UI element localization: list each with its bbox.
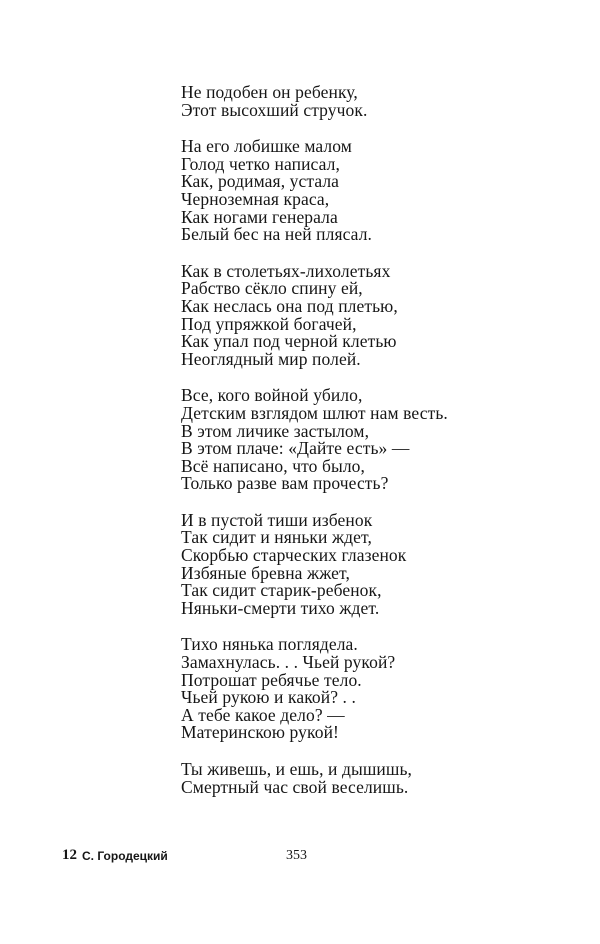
- poem-line: Неоглядный мир полей.: [181, 348, 361, 369]
- poem-line: Как в столетьях-лихолетьях: [181, 260, 391, 281]
- poem-line: Под упряжкой богачей,: [181, 313, 357, 334]
- poem-line: Тихо нянька поглядела.: [181, 634, 358, 655]
- poem-line: Так сидит и няньки ждет,: [181, 527, 372, 548]
- poem-line: Как упал под черной клетью: [181, 331, 397, 352]
- poem-line: Всё написано, что было,: [181, 455, 365, 476]
- poem-text: [181, 84, 581, 815]
- poem-line: Потрошат ребячье тело.: [181, 669, 362, 690]
- poem-line: Черноземная краса,: [181, 188, 330, 209]
- signature-mark-author: С. Городецкий: [82, 849, 168, 863]
- poem-line: Так сидит старик-ребенок,: [181, 580, 382, 601]
- stanza: [181, 636, 581, 742]
- poem-line: И в пустой тиши избенок: [181, 509, 373, 530]
- poem-line: Как, родимая, устала: [181, 171, 340, 192]
- stanza: [181, 509, 581, 618]
- stanza: [181, 387, 581, 493]
- poem-line: Избяные бревна жжет,: [181, 562, 350, 583]
- poem-line: Детским взглядом шлют нам весть.: [181, 402, 448, 423]
- poem-line: Не подобен он ребенку,: [181, 82, 358, 102]
- signature-mark-number: 12: [62, 847, 77, 863]
- page-footer: [0, 848, 600, 868]
- poem-line: А тебе какое дело? —: [181, 704, 345, 725]
- poem-line: Голод четко написал,: [181, 153, 340, 174]
- poem-line: Няньки-смерти тихо ждет.: [181, 597, 380, 618]
- poem-line: В этом личике застылом,: [181, 420, 370, 441]
- stanza: [181, 138, 581, 244]
- poem-line: Материнскою рукой!: [181, 722, 339, 743]
- stanza: [181, 84, 581, 119]
- poem-line: Чьей рукою и какой? . .: [181, 687, 356, 708]
- poem-line: Только разве вам прочесть?: [181, 473, 389, 494]
- poem-line: Как неслась она под плетью,: [181, 295, 398, 316]
- poem-line: Как ногами генерала: [181, 206, 338, 227]
- poem-line: Все, кого войной убило,: [181, 385, 363, 406]
- poem-line: Белый бес на ней плясал.: [181, 224, 373, 245]
- poem-line: В этом плаче: «Дайте есть» —: [181, 438, 410, 459]
- poem-line: Скорбью старческих глазенок: [181, 545, 407, 566]
- poem-line: Ты живешь, и ешь, и дышишь,: [181, 759, 413, 779]
- stanza: [181, 260, 581, 369]
- poem-line: Рабство сёкло спину ей,: [181, 278, 363, 299]
- poem-line: Замахнулась. . . Чьей рукой?: [181, 652, 396, 673]
- poem-line: На его лобишке малом: [181, 136, 352, 157]
- poem-line: Этот высохший стручок.: [181, 99, 368, 120]
- stanza: [181, 761, 581, 796]
- poem-line: Смертный час свой веселишь.: [181, 776, 409, 797]
- page-number: 353: [286, 848, 307, 863]
